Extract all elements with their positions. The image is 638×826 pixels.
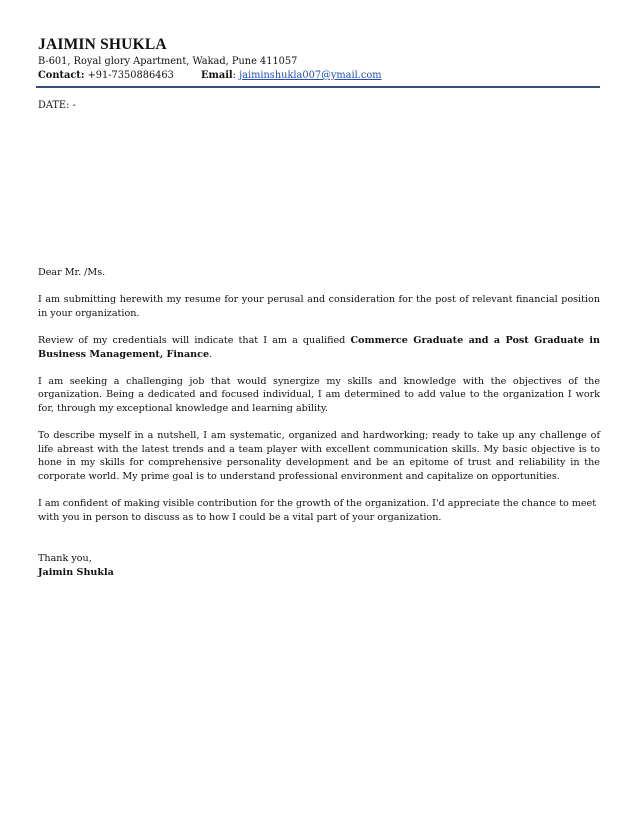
closing: Thank you, — [38, 553, 92, 564]
header-divider — [36, 86, 600, 88]
paragraph-2 — [38, 334, 600, 361]
applicant-address: B-601, Royal glory Apartment, Wakad, Pune 411057 — [38, 56, 298, 67]
email-label: Email — [201, 70, 233, 81]
date-label: DATE: - — [38, 100, 76, 111]
paragraph-4: To describe myself in a nutshell, I am systematic, organized and hardworking; ready to take up any challenge of life abreast with the latest trends and a team player with excellent communication skills. My basic objective is to hone in my skills for comprehensive personality development and be an epitome of trust and reliability in the corporate world. My prime goal is to understand professional environment and capitalize on opportunities. — [38, 430, 600, 482]
paragraph-3: I am seeking a challenging job that would synergize my skills and knowledge with the objectives of the organization. Being a dedicated and focused individual, I am determined to add value to the organization I work for, through my exceptional knowledge and learning ability. — [38, 375, 600, 414]
contact-phone: +91-7350886463 — [87, 70, 174, 81]
qualification-highlight: Commerce Graduate and a Post Graduate in Business Management, Finance — [38, 334, 600, 360]
paragraph-1: I am submitting herewith my resume for your perusal and consideration for the post of relevant financial position in your organization. — [38, 294, 600, 319]
email-link[interactable]: jaiminshukla007@ymail.com — [239, 70, 382, 81]
contact-label: Contact: — [38, 70, 85, 81]
email-colon: : — [232, 70, 240, 81]
paragraph-2-start: Review of my credentials will indicate that I am a qualified — [38, 334, 351, 346]
paragraph-5-line-2: with you in person to discuss as to how I could be a vital part of your organization. — [38, 511, 442, 523]
contact-row — [38, 70, 382, 81]
applicant-name: JAIMIN SHUKLA — [38, 36, 167, 53]
signoff — [38, 552, 114, 579]
paragraph-2-end: . — [209, 348, 213, 360]
paragraph-5-line-1: I am confident of making visible contribution for the growth of the organization. I'd appreciate the chance to meet — [38, 498, 597, 510]
salutation: Dear Mr. /Ms. — [38, 267, 106, 278]
paragraph-5 — [38, 497, 600, 524]
letter-body — [38, 266, 600, 538]
signature-name: Jaimin Shukla — [38, 566, 114, 578]
